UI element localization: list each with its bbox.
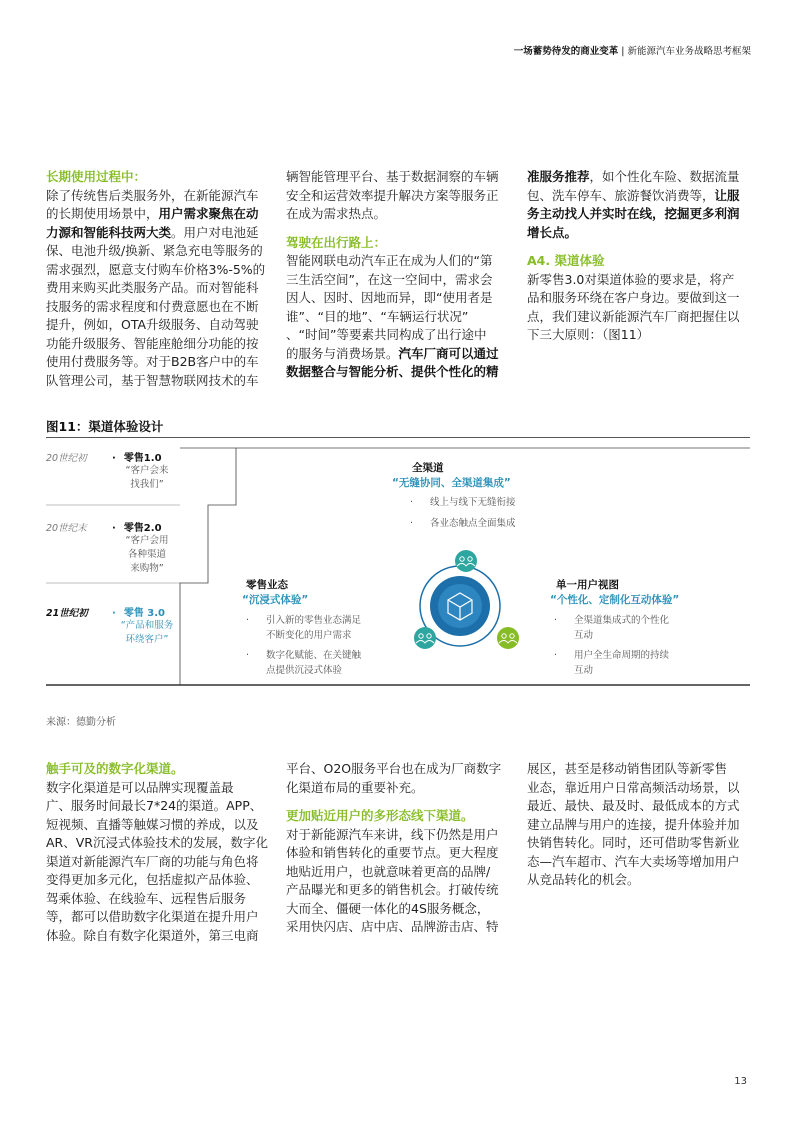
era-label: 20世纪末	[46, 523, 87, 534]
retail-version-label: · 零售 3.0	[112, 608, 166, 619]
body-text: 因人、因时、因地而异，即“使用者是	[286, 290, 493, 305]
emphasis-text: 让服	[714, 187, 740, 203]
era-quote: “客户会用 各种渠道 来购物”	[125, 535, 169, 574]
emphasis-text: 汽车厂商可以通过	[398, 345, 499, 361]
body-text: 下三大原则：（图11）	[527, 327, 650, 342]
body-text: 需求强烈，愿意支付购车价格3%-5%的	[46, 261, 266, 277]
figure-title: 图11：渠道体验设计	[46, 419, 164, 434]
body-text: 费用来购买此类服务产品。而对智能科	[46, 280, 259, 295]
body-text: 变得更加多元化，包括虚拟产品体验、	[46, 872, 259, 887]
text-line	[286, 779, 511, 798]
block-title-retail-format: 零售业态	[246, 579, 288, 591]
body-text: 大而全、僵硬一体化的4S服务概念，	[286, 900, 490, 916]
paragraph	[286, 826, 511, 937]
block-title-omni-channel: 全渠道	[412, 462, 444, 474]
body-text: 安全和运营效率提升解决方案等服务正	[286, 187, 499, 203]
bottom-column-2	[286, 760, 511, 937]
block-bullet: · 引入新的零售业态满足 不断变化的用户需求	[246, 615, 362, 641]
body-text: 提升，例如，OTA升级服务、自动驾驶	[46, 317, 259, 332]
section-heading: 触手可及的数字化渠道。	[46, 761, 184, 776]
section-heading: 更加贴近用户的多形态线下渠道。	[286, 808, 474, 823]
body-text: 体验。除自有数字化渠道外，第三电商	[46, 927, 259, 943]
block-bullet: · 用户全生命周期的持续 互动	[554, 650, 670, 676]
block-subtitle-omni-channel: “无缝协同、全渠道集成”	[392, 477, 511, 489]
body-text: 体验和销售转化的重要节点。更大程度	[286, 845, 499, 860]
body-text: 。用户对电池延	[171, 224, 259, 240]
section-heading: A4. 渠道体验	[527, 253, 605, 268]
text-line	[286, 760, 511, 779]
body-text: 最近、最快、最及时、最低成本的方式	[527, 798, 740, 813]
text-line	[286, 863, 511, 882]
block-bullet: · 线上与线下无缝衔接	[410, 497, 516, 508]
paragraph	[286, 760, 511, 797]
body-text: 智能网联电动汽车正在成为人们的“第	[286, 253, 493, 268]
block-bullet: · 数字化赋能、在关键触 点提供沉浸式体验	[246, 650, 362, 676]
era-label: 21世纪初	[46, 608, 88, 619]
text-line	[527, 816, 752, 835]
section-heading: 长期使用过程中：	[46, 169, 147, 184]
body-text: 产品曝光和更多的销售机会。打破传统	[286, 882, 499, 897]
paragraph	[527, 760, 752, 890]
section-heading: 驾驶在出行路上：	[286, 234, 387, 250]
text-line	[46, 890, 271, 909]
body-text: 广、服务时间最长7*24的渠道。APP、	[46, 798, 263, 813]
text-line	[46, 927, 271, 946]
body-text: 的长期使用场景中，	[46, 206, 159, 221]
paragraph	[46, 779, 271, 946]
figure-source: 来源：德勤分析	[46, 717, 116, 728]
body-text: 的服务与消费场景。	[286, 345, 399, 361]
body-text: 从竞品转化的机会。	[527, 872, 640, 887]
emphasis-text: 增长点。	[527, 224, 578, 240]
body-text: 数字化渠道是可以品牌实现覆盖最	[46, 779, 234, 795]
body-text: 技服务的需求程度和付费意愿也在不断	[46, 298, 259, 314]
body-text: ，如个性化车险、数据流量	[589, 169, 740, 184]
text-line	[527, 797, 752, 816]
body-text: 在成为需求热点。	[286, 206, 387, 221]
people-icon	[497, 627, 519, 649]
text-line	[46, 816, 271, 835]
retail-version-label: · 零售1.0	[112, 453, 162, 464]
block-subtitle-retail-format: “沉浸式体验”	[242, 594, 309, 606]
body-text: AR、VR沉浸式体验技术的发展，数字化	[46, 835, 268, 850]
center-inner-circle	[438, 584, 482, 628]
body-text: 建立品牌与用户的连接，提升体验并加	[527, 816, 740, 832]
body-text: 除了传统售后类服务外，在新能源汽车	[46, 187, 259, 203]
body-text: 短视频、直播等触媒习惯的养成，以及	[46, 816, 259, 832]
body-text: 队管理公司，基于智慧物联网技术的车	[46, 372, 259, 388]
body-text: 展区，甚至是移动销售团队等新零售	[527, 761, 728, 776]
text-line	[286, 844, 511, 863]
body-text: 态—汽车超市、汽车大卖场等增加用户	[527, 853, 740, 869]
text-line	[527, 853, 752, 872]
block-bullet: · 各业态触点全面集成	[410, 518, 516, 529]
era-label: 20世纪初	[46, 453, 87, 464]
body-text: 使用付费服务等。对于B2B客户中的车	[46, 354, 259, 369]
body-text: 化渠道布局的重要补充。	[286, 779, 424, 795]
bottom-column-1	[46, 760, 271, 945]
body-text: 对于新能源汽车来讲，线下仍然是用户	[286, 826, 499, 842]
body-text: 谁”、“目的地”、“车辆运行状况”	[286, 308, 469, 324]
header-separator: |	[621, 46, 625, 57]
emphasis-text: 准服务推荐	[527, 169, 590, 184]
text-line	[286, 900, 511, 919]
emphasis-text: 数据整合与智能分析、提供个性化的精	[286, 364, 499, 379]
era-quote: “产品和服务 环绕客户”	[120, 620, 174, 645]
text-line	[46, 797, 271, 816]
era-quote: “客户会来 找我们”	[125, 465, 169, 490]
body-text: 等，都可以借助数字化渠道在提升用户	[46, 909, 259, 924]
body-text: 采用快闪店、店中店、品牌游击店、特	[286, 919, 499, 934]
body-text: 保、电池升级/换新、紧急充电等服务的	[46, 243, 263, 258]
body-text: 业态，靠近用户日常高频活动场景，以	[527, 779, 740, 795]
text-line	[286, 881, 511, 900]
text-line	[46, 871, 271, 890]
text-line	[527, 779, 752, 798]
emphasis-text: 务主动找人并实时在线，挖掘更多利润	[527, 206, 740, 221]
retail-version-label: · 零售2.0	[112, 523, 162, 534]
body-text: 三生活空间”，在这一空间中，需求会	[286, 271, 493, 287]
text-line	[46, 908, 271, 927]
block-title-single-user-view: 单一用户视图	[556, 579, 619, 591]
text-line	[527, 871, 752, 890]
body-text: 渠道对新能源汽车厂商的功能与角色将	[46, 853, 259, 869]
block-bullet: · 全渠道集成式的个性化 互动	[554, 615, 670, 641]
text-line	[46, 853, 271, 872]
people-icon	[455, 550, 477, 572]
body-text: 点，我们建议新能源汽车厂商把握住以	[527, 308, 740, 324]
body-text: 包、洗车停车、旅游餐饮消费等，	[527, 187, 715, 203]
header-title: 一场蓄势待发的商业变革	[513, 46, 619, 57]
body-text: 品和服务环绕在客户身边。要做到这一	[527, 290, 740, 305]
page-number: 13	[734, 1076, 747, 1087]
people-icon	[414, 627, 436, 649]
block-subtitle-single-user-view: “个性化、定制化互动体验”	[550, 594, 680, 606]
text-line	[286, 826, 511, 845]
body-text: 平台、O2O服务平台也在成为厂商数字	[286, 761, 502, 776]
bottom-column-3	[527, 760, 752, 890]
emphasis-text: 用户需求聚焦在动	[158, 206, 259, 221]
body-text: 快销售转化。同时，还可借助零售新业	[527, 835, 740, 850]
emphasis-text: 力源和智能科技两大类	[46, 224, 172, 240]
text-line	[527, 760, 752, 779]
header-subtitle: 新能源汽车业务战略思考框架	[627, 46, 751, 57]
text-line	[286, 918, 511, 937]
body-text: 驾乘体验、在线验车、远程售后服务	[46, 890, 247, 906]
text-line	[46, 779, 271, 798]
body-text: 辆智能管理平台、基于数据洞察的车辆	[286, 169, 499, 184]
body-text: 功能升级服务、智能座舱细分功能的按	[46, 335, 259, 351]
body-text: 新零售3.0对渠道体验的要求是，将产	[527, 271, 735, 287]
body-text: 地贴近用户，也就意味着更高的品牌/	[286, 863, 491, 879]
body-text: 、“时间”等要素共同构成了出行途中	[286, 327, 487, 342]
text-line	[527, 834, 752, 853]
text-line	[46, 834, 271, 853]
